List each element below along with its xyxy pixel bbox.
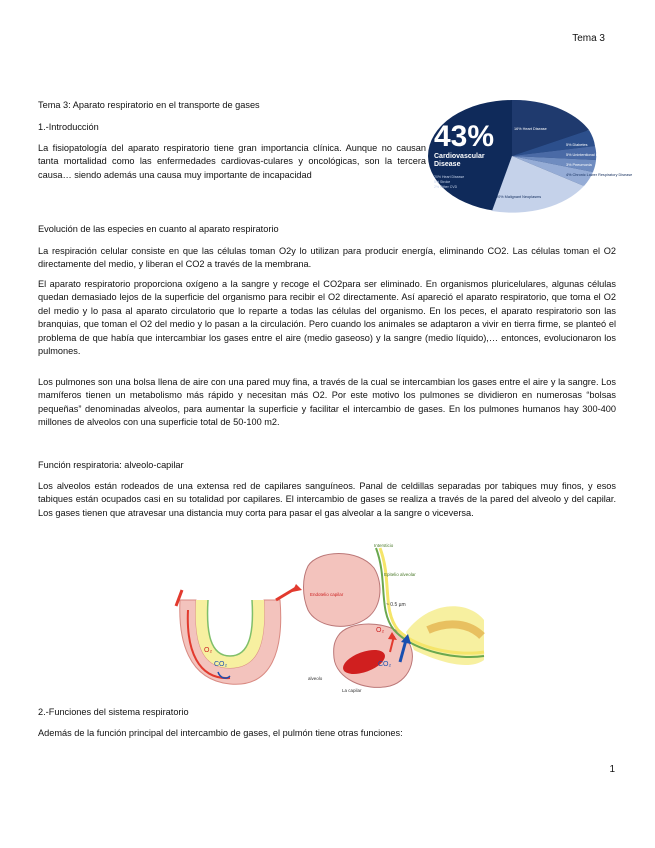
pie-label-pneumonia: 3% Pneumonia bbox=[566, 163, 592, 167]
label-intersticio: Intersticio bbox=[374, 543, 394, 548]
header-topic: Tema 3 bbox=[572, 33, 605, 44]
alveolus-left bbox=[176, 584, 302, 684]
pie-legend-small-1: 20% Heart Disease bbox=[434, 175, 465, 179]
pie-big-label: 43% bbox=[434, 120, 495, 153]
evolution-paragraph-1: La respiración celular consiste en que las células toman O2y lo utilizan para producir energía, eliminando CO2. Las células toman el O2 directamente del medio, y liberan el CO2 a través de la membrana. bbox=[38, 246, 616, 270]
pie-legend-small-2: 5% Stroke bbox=[434, 180, 451, 184]
functions-paragraph: Además de la función principal del intercambio de gases, el pulmón tiene otras funciones: bbox=[38, 728, 403, 738]
label-co2: CO₂ bbox=[378, 661, 392, 668]
section-heading-function: Función respiratoria: alveolo-capilar bbox=[38, 460, 184, 470]
pie-label-injury: 5% Unintentional Injury bbox=[566, 153, 606, 157]
left-co2-label: CO₂ bbox=[214, 661, 228, 668]
document-title: Tema 3: Aparato respiratorio en el transporte de gases bbox=[38, 100, 260, 110]
left-o2-label: O₂ bbox=[204, 647, 213, 654]
section-heading-evolution: Evolución de las especies en cuanto al aparato respiratorio bbox=[38, 224, 279, 234]
label-alveolo: alveolo bbox=[308, 676, 323, 681]
label-epitelio: Epitelio alveolar bbox=[384, 572, 416, 577]
section-heading-intro: 1.-Introducción bbox=[38, 122, 99, 132]
alveolo-capilar-diagram bbox=[168, 540, 488, 696]
alveolus-right-zoom bbox=[304, 543, 485, 693]
pie-label-heart: 16% Heart Disease bbox=[514, 127, 547, 131]
blood-flow-arrow-3 bbox=[276, 588, 296, 600]
capillary-top-cell bbox=[304, 554, 380, 627]
mortality-pie-figure bbox=[426, 94, 633, 214]
pie-label-diabetes: 5% Diabetes bbox=[566, 143, 588, 147]
label-distance: ~ 0.5 µm bbox=[386, 602, 406, 608]
pie-label-neoplasms: 20% Malignant Neoplasms bbox=[496, 195, 542, 199]
function-paragraph: Los alveolos están rodeados de una extensa red de capilares sanguíneos. Panal de celdillas separadas por tabiques muy finos, y esos tabiques están ocupados casi en su totalidad por capilares. El intercambio de gases se realiza a través de la pared del alveolo y del capilar. Los gases tienen que atravesar una distancia muy corta para pasar el gas alveolar a la sangre o viceversa. bbox=[38, 481, 616, 518]
pie-sub-label-1: Cardiovascular bbox=[434, 153, 485, 160]
pie-sub-label-2: Disease bbox=[434, 161, 461, 168]
alveolar-epithelium bbox=[208, 600, 253, 656]
evolution-paragraph-3: Los pulmones son una bolsa llena de aire con una pared muy fina, a través de la cual se intercambian los gases entre el aire y la sangre. Los mamíferos tienen un metabolismo más rápido y necesitan más O2. Por este motivo los pulmones se dividieron en numerosas “bolsas pequeñas” denominadas alveolos, para aumentar la superficie y facilitar el intercambio de gases. En los pulmones humanos hay 300-400 millones de alveolos con una superficie total de 50-100 m2. bbox=[38, 377, 616, 428]
intro-paragraph: La fisiopatología del aparato respiratorio tiene gran importancia clínica. Aunque no causan tanta mortalidad como las enfermedades cardiovas-culares y oncológicas, son la tercera causa… siendo además una causa muy importante de incapacidad bbox=[38, 143, 426, 180]
evolution-paragraph-2: El aparato respiratorio proporciona oxígeno a la sangre y recoge el CO2para ser eliminado. En organismos pluricelulares, algunas células quedan demasiado lejos de la superficie del organismo para recibir el O2 directamente. Así apareció el aparato respiratorio, que toma el O2 del medio y lo pasa al aparato circulatorio que lo reparte a todas las células del organismo. En los peces, el aparato respiratorio son las branquias, que toman el O2 del medio y lo pasan a la circulación. Pero cuando los animales se adaptaron a vivir en tierra firme, se planteó el problema de que había que intercambiar los gases entre el aire (medio gaseoso) y la sangre (medio líquido),… entonces, evolucionaron los pulmones. bbox=[38, 279, 616, 357]
section-heading-functions: 2.-Funciones del sistema respiratorio bbox=[38, 707, 189, 717]
label-o2: O₂ bbox=[376, 627, 385, 634]
label-endotelio: Endotelio capilar bbox=[310, 592, 344, 597]
label-capilar: La capilar bbox=[342, 688, 362, 693]
pie-label-respiratory: 4% Chronic Lower Respiratory Disease bbox=[566, 173, 633, 177]
pie-legend-small-3: 2% Other CVD bbox=[434, 185, 458, 189]
page-number: 1 bbox=[609, 764, 615, 775]
